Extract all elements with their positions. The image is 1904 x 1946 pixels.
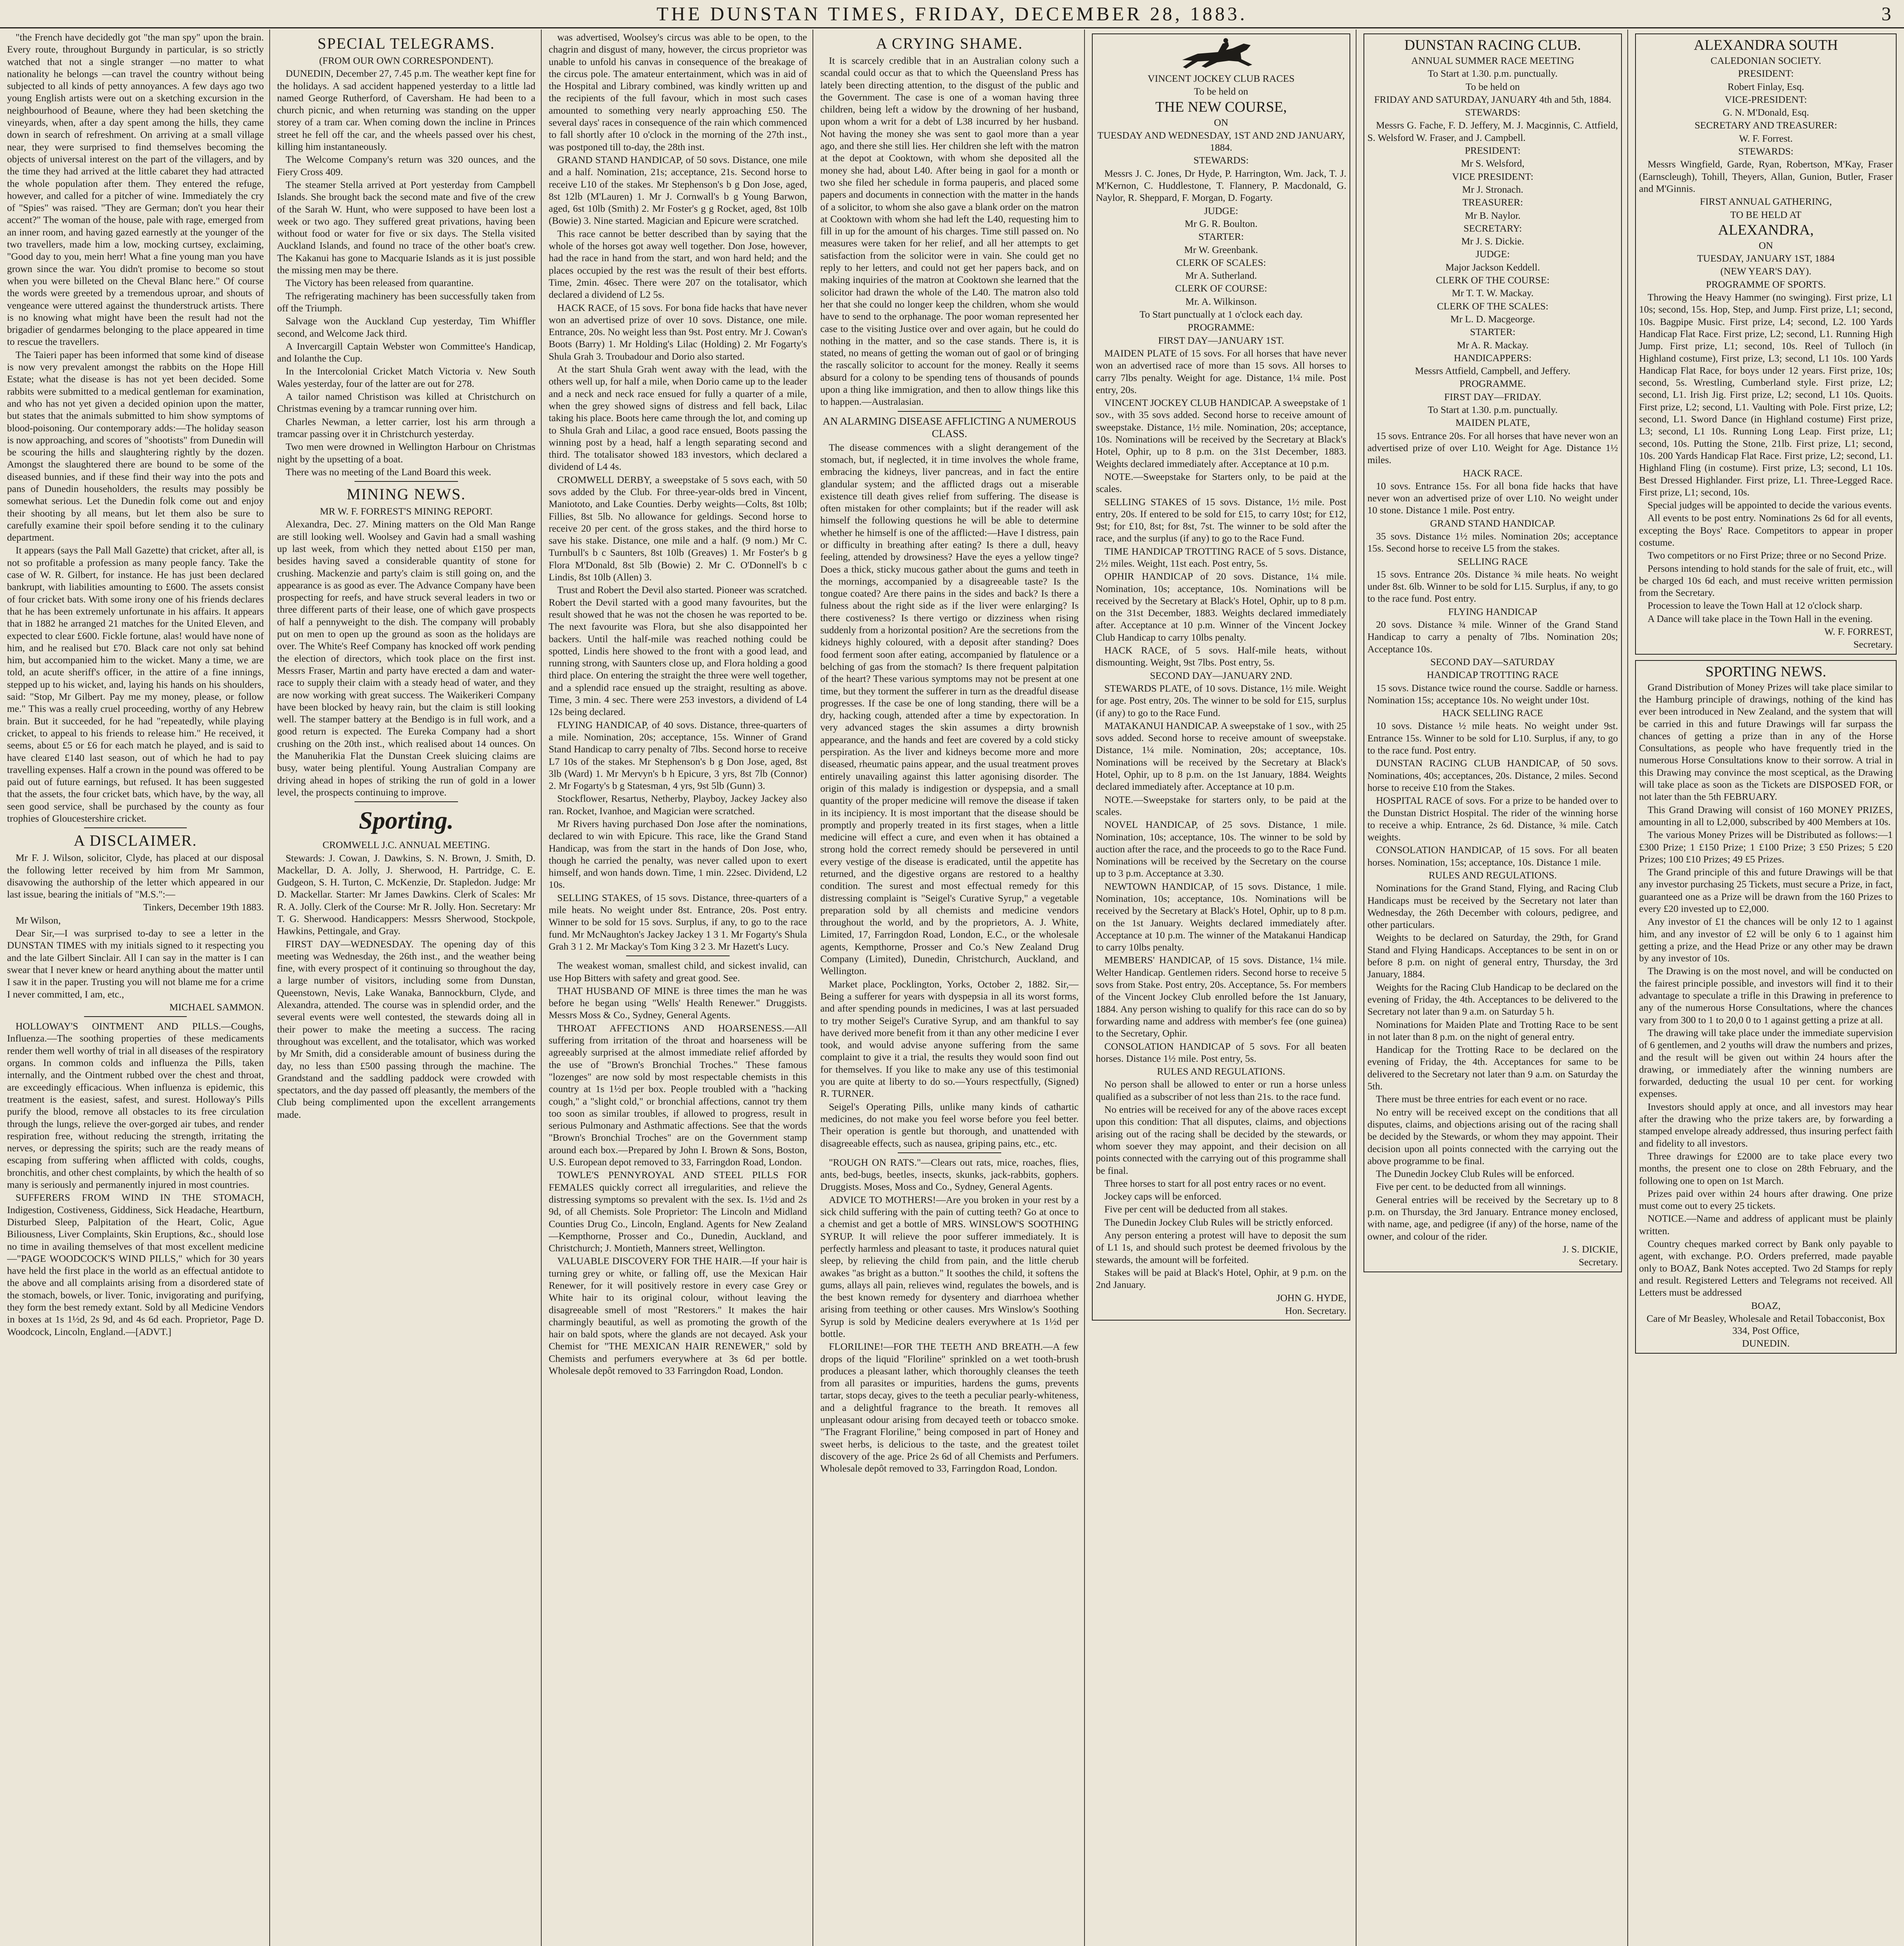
advertisement: The disease commences with a slight derangement of the stomach, but, if neglected, it in time involves the whole frame, embracing the kidneys, liver pancreas, and in fact the entire glandular system; and the afflicted drags out a miserable existence till death gives relief from suffering. The disease is often mistaken for other complaints; but if the reader will ask himself the following questions he will be able to determine whether he himself is one of the afflicted:—Have I distress, pain or difficulty in breathing after eating? Is there a dull, heavy feeling, attended by drowsiness? Have the eyes a yellow tinge? Does a thick, sticky mucous gather about the gums and teeth in the mornings, accompanied by a disagreeable taste? Is the tongue coated? Are there pains in the sides and back? Is there a fulness about the right side as if the liver were enlarging? Is there costiveness? Is there vertigo or dizziness when rising suddenly from a horizontal position? Are the secretions from the kidneys highly coloured, with a deposit after standing? Does food ferment soon after eating, accompanied by flatulence or a belching of gas from the stomach? Is there frequent palpitation of the heart? These various symptoms may not be present at one time, but they torment the sufferer in turn as the dreadful disease progresses. If the case be one of long standing, there will be a dry, hacking cough, attended after a time by expectoration. In very advanced stages the skin assumes a dirty brownish appearance, and the hands and feet are covered by a cold sticky perspiration. As the liver and kidneys become more and more diseased, rheumatic pains appear, and the usual treatment proves entirely unavailing against this latter agonising disorder. The origin of this malady is indigestion or dyspepsia, and a small quantity of the proper medicine will remove the disease if taken in its incipiency. It is most important that the disease should be promptly and properly treated in its first stages, when a little medicine will effect a cure, and even when it has obtained a strong hold the correct remedy should be persevered in until every vestige of the disease is eradicated, until the appetite has returned, and the digestive organs are restored to a healthy condition. The surest and most effectual remedy for this distressing complaint is "Seigel's Curative Syrup," a vegetable preparation sold by all chemists and medicine vendors throughout the world, and by the proprietors, A. J. White, Limited, 17, Farringdon Road, London, E.C., or the wholesale agents, Kempthorne, Prosser and Co.'s New Zealand Drug Company (Limited), Dunedin, Christchurch, Auckland, and Wellington.: [820, 441, 1079, 977]
ad-text: Three drawings for £2000 are to take place every two months, the present one to close on 28th February, and the following one to open on 1st March.: [1639, 1150, 1893, 1186]
divider: [626, 955, 730, 956]
race-result: CROMWELL DERBY, a sweepstake of 5 sovs each, with 50 sovs added by the Club. For three-year-olds bred in Vincent, Maniototo, and Lake Counties. Derby weights—Colts, 8st 10lb; Fillies, 8st 5lb. No allowance for geldings. Second horse to receive 20 per cent. of the gross stakes, and the third horse to save his stake. Distance, one mile and a half. (9 nom.) Mr C. Turnbull's b c Saunters, 8st 10lb (Greaves) 1. Mr Foster's b g Flora M'Donald, 8st 5lb (Bowie) 2. Mr C. O'Donnell's b c Lindis, 8st 10lb (Allen) 3.: [549, 474, 807, 583]
advertisement: VALUABLE DISCOVERY FOR THE HAIR.—If your hair is turning grey or white, or falling off, use the Mexican Hair Renewer, for it will positively restore in every case Grey or White hair to its original colour, without leaving the disagreeable smell of most "Restorers." It makes the hair charmingly beautiful, as well as promoting the growth of the hair on bald spots, where the glands are not decayed. Ask your Chemist for "THE MEXICAN HAIR RENEWER," sold by Chemists and perfumers everywhere at 3s 6d per bottle. Wholesale depôt removed to 33 Farringdon Road, London.: [549, 1255, 807, 1377]
column-4: [820, 31, 1079, 1946]
letter-date: Tinkers, December 19th 1883.: [143, 901, 264, 913]
ad-heading: CLERK OF THE COURSE:: [1435, 274, 1550, 286]
article-paragraph: Trust and Robert the Devil also started. Pioneer was scratched. Robert the Devil started with a good many favourites, but the result showed that he was not the chosen he was reported to be. The next favourite was Flora, but she also disappointed her backers. Until the half-mile was reached nothing could be spotted, Lindis here showed to the front with a good lead, and running strong, with Saunters close up, and Flora holding a good third place. On entering the straight the three were well together, and a splendid race ensued up the straight, resulting as above. Time, 3 min. 4 sec. There were 253 investors, a dividend of L4 12s being declared.: [549, 584, 807, 718]
race-listing: SELLING STAKES of 15 sovs. Distance, 1½ mile. Post entry, 20s. If entered to be sold for £15, to carry 10st; for £12, 9st; for £10, 8st; for 8st, 7st. The winner to be sold after the race, and the surplus (if any) to go to the Race Fund.: [1096, 496, 1346, 544]
race-result: GRAND STAND HANDICAP, of 50 sovs. Distance, one mile and a half. Nomination, 21s; acceptance, 21s. Second horse to receive L10 of the stakes. Mr Stephenson's b g Don Jose, aged, 8st 12lb (M'Lauren) 1. Mr J. Cornwall's b g Young Barwon, aged, 6st 10lb (Smith) 2. Mr Foster's g g Rocket, aged, 8st 10lb (Bowie) 3. Nine started. Magician and Epicure were scratched.: [549, 154, 807, 227]
ad-date: TUESDAY, JANUARY 1ST, 1884: [1697, 253, 1835, 264]
divider: [84, 1016, 187, 1017]
race-result: HACK RACE, of 15 sovs. For bona fide hacks that have never won an advertised prize of over 10 sovs. Distance, one mile. Entrance, 20s. No weight less than 9st. Post entry. Mr J. Cowan's Boots (Barry) 1. Mr Holding's Lilac (Holding) 2. Mr Fogarty's Shula Grah 3. Troubadour and Dorio also started.: [549, 302, 807, 362]
ad-heading: PROGRAMME:: [1188, 321, 1255, 333]
ad-text: Investors should apply at once, and all investors may hear after the drawing who the prize takers are, by forwarding a stamped envelope already addressed, thus insuring perfect faith and fidelity to all investors.: [1639, 1101, 1893, 1149]
ad-text: Mr W. Greenbank.: [1184, 244, 1258, 255]
ad-heading: PRESIDENT:: [1465, 145, 1521, 156]
article-paragraph: The refrigerating machinery has been successfully taken from off the Triumph.: [277, 290, 535, 314]
ad-signature: J. S. DICKIE,: [1562, 1243, 1618, 1255]
advertisement: THAT HUSBAND OF MINE is three times the man he was before he began using "Wells' Health Renewer." Druggists. Messrs Moss & Co., Sydney, General Agents.: [549, 985, 807, 1021]
divider: [898, 411, 1001, 412]
ad-text: Mr J. S. Dickie.: [1461, 235, 1524, 247]
subheading: MR W. F. FORREST'S MINING REPORT.: [319, 506, 493, 517]
ad-text: Mr J. Stronach.: [1462, 183, 1523, 195]
ad-heading: SECOND DAY—SATURDAY: [1430, 656, 1555, 667]
column-1: [7, 31, 264, 1946]
rule-text: Nominations for the Grand Stand, Flying, and Racing Club Handicaps must be received by the Secretary not later than Wednesday, the 26th December with colours, pedigree, and other particulars.: [1367, 882, 1618, 931]
ad-text: Mr A. Sutherland.: [1185, 270, 1257, 281]
article-paragraph: It is scarcely credible that in an Australian colony such a scandal could occur as that to which the Queensland Press has lately been directing attention, to the disgust of the public and the Government. The case is one of a woman having three children, being left a widow by the drowning of her husband, upon whom a writ for a debt of L38 incurred by her husband. Not having the money she was sent to gaol more than a year ago, and there she still lies. Her children she left with the matron at the depot at Cooktown, with whom she deposited all the money she had, about L40. After being in gaol for a month or two she filed her schedule in forma pauperis, and placed some papers and documents in connection with the matter in the hands of a solicitor, to whom she also gave a blank order on the matron at Cooktown with whom she had left the L40, requesting him to fill in up for the amount of his charges. Time still passed on. No measures were taken for her relief, and all her attempts to get satisfaction from the solicitor were in vain. She could get no reply to her letters, and could not get her papers back, and on making inquiries of the matron at Cooktown she learned that the solicitor had drawn the whole of the L40. The matron also told her that she could no longer keep the children, whom she would have to send to the orphanage. The poor woman represented her case to the visiting Justice over and over again, but he could do nothing in the matter, and so the case stands. There is, it is stated, no means of getting the woman out of gaol or of bringing the rascally solicitor to account for the money. Really it seems absurd for a colony to be spending tens of thousands of pounds upon a thing like immigration, and then to allow things like this to happen.—Australasian.: [820, 55, 1079, 407]
race-listing: 15 sovs. Entrance 20s. For all horses that have never won an advertised prize of over L10. Weight for Age. Distance 1½ miles.: [1367, 430, 1618, 466]
ad-signature-title: Hon. Secretary.: [1285, 1305, 1346, 1316]
headline-crying-shame: A CRYING SHAME.: [876, 35, 1023, 52]
article-paragraph: Mr F. J. Wilson, solicitor, Clyde, has placed at our disposal the following letter received by him from Mr Sammon, disavowing the authorship of the letter which appeared in our last issue, bearing the initials of "M.S.":—: [7, 852, 264, 900]
ad-venue: THE NEW COURSE,: [1155, 98, 1287, 115]
ad-note: NOTE.—Sweepstake for Starters only, to be paid at the scales.: [1096, 471, 1346, 495]
ad-text: Messrs J. C. Jones, Dr Hyde, P. Harrington, Wm. Jack, T. J. M'Kernon, C. Huddlestone, T. Flannery, P. Macdonald, G. Naylor, R. Sheppard, F. Morgan, D. Fogarty.: [1096, 167, 1346, 204]
rule-text: Nominations for Maiden Plate and Trotting Race to be sent in not later than 8 p.m. on the night of general entry.: [1367, 1019, 1618, 1042]
race-heading: GRAND STAND HANDICAP.: [1430, 517, 1555, 529]
ad-text: Mr B. Naylor.: [1465, 209, 1521, 221]
ad-heading: STARTER:: [1198, 231, 1244, 242]
rule-text: There must be three entries for each event or no race.: [1376, 1093, 1588, 1105]
dunstan-racing-club-advert: [1364, 33, 1622, 1272]
race-heading: HANDICAP TROTTING RACE: [1427, 669, 1559, 681]
race-listing: 10 sovs. Distance ½ mile heats. No weight under 9st. Entrance 15s. Winner to be sold for L10. Surplus, if any, to go to the race fund. Post entry.: [1367, 720, 1618, 756]
rule-text: Five per cent will be deducted from all stakes.: [1104, 1203, 1288, 1215]
race-listing: CONSOLATION HANDICAP of 5 sovs. For all beaten horses. Distance 1½ mile. Post entry, 5s.: [1096, 1040, 1346, 1064]
ad-signature-title: Secretary.: [1579, 1256, 1618, 1268]
column-6: [1364, 31, 1622, 1946]
race-listing: VINCENT JOCKEY CLUB HANDICAP. A sweepstake of 1 sov., with 35 sovs added. Second horse to receive amount of sweepstake. Distance, 1½ mile. Nomination, 20s; acceptance, 10s. Nominations will be received by the Secretary at Black's Hotel, Ophir, up to 8 p.m. on the 31st December, 1883. Weights declared immediately after. Acceptance at 10 p.m.: [1096, 397, 1346, 469]
column-7: [1635, 31, 1897, 1946]
race-listing: NOVEL HANDICAP, of 25 sovs. Distance, 1 mile. Nomination, 10s; acceptance, 10s. The winner to be sold by auction after the race, and the proceeds to go to the Race Fund. Nominations will be received by the Secretary on the course up to 3 p.m. Acceptance at 3.30.: [1096, 819, 1346, 879]
ad-signature: W. F. FORREST,: [1824, 626, 1893, 638]
ad-subtitle: ANNUAL SUMMER RACE MEETING: [1411, 55, 1574, 66]
ad-heading: RULES AND REGULATIONS.: [1428, 869, 1557, 881]
divider: [354, 481, 458, 482]
rule-text: No entries will be received for any of the above races except upon this condition: That all disputes, claims, and objections arising out of the racing shall be decided by the stewards, or whom soever they may appoint, and their decision on all points connected with the carrying out of this programme shall be final.: [1096, 1104, 1346, 1176]
divider: [84, 827, 187, 828]
testimonial: Market place, Pocklington, Yorks, October 2, 1882. Sir,—Being a sufferer for years with dyspepsia in all its worst forms, and after spending pounds in medicines, I was at last persuaded to try mother Seigel's Curative Syrup, and am thankful to say have derived more benefit from it than any other medicine I ever took, and would advise anyone suffering from the same complaint to give it a trial, the results they would soon find out for themselves. If you like to make any use of this testimonial you are quite at liberty to do so.—Yours respectfully, (Signed) R. TURNER.: [820, 978, 1079, 1099]
race-result: FLYING HANDICAP, of 40 sovs. Distance, three-quarters of a mile. Nomination, 20s; acceptance, 15s. Winner of Grand Stand Handicap to carry penalty of 7lbs. Second horse to receive L7 10s of the stakes. Mr Stephenson's b g Don Jose, aged, 8st 3lb (Ward) 1. Mr Mervyn's b h Epicure, 3 yrs, 8st 7lb (Connor) 2. Mr Fogarty's b g Statesman, 4 yrs, 9st 5lb (Gunn) 3.: [549, 719, 807, 792]
sports-programme: Throwing the Heavy Hammer (no swinging). First prize, L1 10s; second, 15s. Hop, Step, and Jump. First prize, L1; second, 10s. Bagpipe Music. First prize, L4; second, L2. 100 Yards Handicap Flat Race. First prize, L2; second, L1. Running High Jump. First prize, L1; second, 10s. Reel of Tulloch (in Highland costume), First prize, L3; second, L1 10s. 100 Yards Handicap Flat Race, for boys under 12 years. First prize, 10s; second, 5s. Wrestling, Cumberland style. First prize, L2; second, L1. Irish Jig. First prize, L2; second, L1 10s. Quoits. First prize, L2; second, L1. Vaulting with Pole. First prize, L2; second, L1. Sword Dance (in Highland costume) First prize, L3; second, L1 10s. Running Long Leap. First prize, L1; second, 10s. Putting the Stone, 21lb. First prize, L1; second, 10s. 200 Yards Handicap Flat Race. First prize, L2; second, L1. Highland Fling (in costume). First prize, L3; second, L1 10s. Best Dressed Highlander. First prize, L1. Three-Legged Race. First prize, L1; second, 10s.: [1639, 292, 1893, 498]
ad-note: NOTE.—Sweepstake for starters only, to be paid at the scales.: [1096, 794, 1346, 817]
ad-text: Grand Distribution of Money Prizes will take place similar to the Hamburg principle of drawings, nothing of the kind has ever been introduced in New Zealand, and the system that will be carried in this and future Drawings will far surpass the chances of getting a prize than in any of the Horse Consultations, as people who have frequently tried in the numerous Horse Consultations know to their sorrow. A trial in this Drawing may convince the most sceptical, as the Drawing will take place as soon as the Tickets are DISPOSED FOR, or not later than the 5th FEBRUARY.: [1639, 681, 1893, 803]
divider: [354, 801, 458, 802]
ad-note: Procession to leave the Town Hall at 12 o'clock sharp.: [1648, 600, 1862, 611]
column-3: [549, 31, 807, 1946]
race-heading: MAIDEN PLATE,: [1455, 417, 1530, 429]
rule-text: Weights to be declared on Saturday, the 29th, for Grand Stand and Flying Handicaps. Acceptances to be sent in on or before 8 p.m. on night of general entry, Thursday, the 3rd January, 1884.: [1367, 932, 1618, 980]
ad-heading: CLERK OF THE SCALES:: [1437, 300, 1549, 312]
headline-disclaimer: A DISCLAIMER.: [74, 832, 197, 850]
ad-text: Messrs Wingfield, Garde, Ryan, Robertson, M'Kay, Fraser (Earnscleugh), Tohill, Theyers, Allan, Gunion, Butler, Fraser and M'Ginnis.: [1639, 158, 1893, 194]
ad-title: ALEXANDRA SOUTH: [1693, 37, 1838, 53]
ad-address: Care of Mr Beasley, Wholesale and Retail Tobacconist, Box 334, Post Office,: [1646, 1312, 1885, 1337]
ad-text: The Grand principle of this and future Drawings will be that any investor purchasing 25 Tickets, must secure a Prize, in fact, guaranteed one as a Prize will be drawn from the 160 Prizes to every £20 invested up to £2,000.: [1639, 866, 1893, 914]
ad-heading: SECOND DAY—JANUARY 2ND.: [1150, 669, 1292, 681]
ad-heading: STEWARDS:: [1465, 107, 1520, 118]
rule-text: Weights for the Racing Club Handicap to be declared on the evening of Friday, the 4th. Acceptances to be delivered to the Secretary not later than 9 a.m. on Saturday 5 h.: [1367, 981, 1618, 1017]
ad-heading: RULES AND REGULATIONS.: [1157, 1066, 1285, 1077]
ad-heading: FIRST DAY—JANUARY 1ST.: [1158, 334, 1284, 346]
rule-text: Five per cent. to be deducted from all winnings.: [1376, 1181, 1566, 1193]
ad-heading: VICE PRESIDENT:: [1452, 170, 1534, 182]
ad-text: To Start at 1.30. p.m. punctually.: [1428, 68, 1558, 79]
ad-heading: STEWARDS:: [1738, 146, 1793, 157]
ad-heading: TREASURER:: [1462, 197, 1523, 208]
race-listing: HOSPITAL RACE of sovs. For a prize to be handed over to the Dunstan District Hospital. The rider of the winning horse to receive a whip. Entrance, 2s 6d. Distance, ¾ mile. Catch weights.: [1367, 795, 1618, 843]
ad-heading: SECRETARY:: [1463, 222, 1522, 234]
race-listing: OPHIR HANDICAP of 20 sovs. Distance, 1¼ mile. Nomination, 10s; acceptance, 10s. Nominations will be received by the Secretary at Black's Hotel, Ophir, up to 8 p.m. on the 31st December, 1883. Weights declared immediately after. Acceptance at 10 p.m. Winner of the Vincent Jockey Club Handicap to carry 10lbs penalty.: [1096, 571, 1346, 643]
advertisement: SUFFERERS FROM WIND IN THE STOMACH, Indigestion, Costiveness, Giddiness, Sick Headache, Heartburn, Disturbed Sleep, Palpitation of the Heart, Colic, Ague Biliousness, Liver Complaints, Skin Eruptions, &c., should lose no time in availing themselves of that most excellent medicine—"PAGE WOODCOCK'S WIND PILLS," which for 30 years have held the first place in the world as an effectual antidote to the above and all complaints arising from a disordered state of the stomach, bowels, or liver. Tonic, invigorating and purifying, they form the best remedy extant. Sold by all Medicine Vendors in boxes at 1s 1½d, 2s 9d, and 4s 6d each. Proprietor, Page D. Woodcock, Lincoln, England.—[ADVT.]: [7, 1192, 264, 1337]
column-rule: [541, 30, 542, 1946]
ad-address: DUNEDIN.: [1742, 1338, 1790, 1349]
ad-text: Prizes paid over within 24 hours after drawing. One prize must come out to every 25 tickets.: [1639, 1187, 1893, 1212]
ad-text: TO BE HELD AT: [1730, 209, 1802, 220]
ad-note: Persons intending to hold stands for the sale of fruit, etc., will be charged 10s 6d each, and must receive written permission from the Secretary.: [1639, 562, 1893, 599]
masthead: [0, 0, 1904, 28]
race-result: SELLING STAKES, of 15 sovs. Distance, three-quarters of a mile heats. No weight under 8st. Entrance, 20s. Post entry. Winner to be sold for 15 sovs. Surplus, if any, to go to the race fund. Mr McNaughton's Jackey Jackey 1 3 1. Mr Fogarty's Shula Grah 3 1 2. Mr Mackay's Tom King 3 2 3. Mr Hazett's Lucy.: [549, 892, 807, 952]
article-paragraph: The Welcome Company's return was 320 ounces, and the Fiery Cross 409.: [277, 154, 535, 177]
ad-heading: PROGRAMME OF SPORTS.: [1706, 278, 1826, 290]
article-paragraph: The Victory has been released from quarantine.: [286, 277, 474, 289]
ad-text: Mr T. T. W. Mackay.: [1451, 287, 1534, 299]
rule-text: Any person entering a protest will have to deposit the sum of L1 1s, and should such protest be deemed frivolous by the stewards, the amount will be forfeited.: [1096, 1229, 1346, 1265]
ad-heading: STEWARDS:: [1193, 155, 1249, 166]
ad-heading: FIRST DAY—FRIDAY.: [1444, 391, 1541, 402]
ad-heading: PRESIDENT:: [1738, 68, 1794, 79]
ad-date: FRIDAY AND SATURDAY, JANUARY 4th and 5th, 1884.: [1374, 93, 1611, 105]
race-heading: SELLING RACE: [1457, 555, 1528, 567]
sporting-heading: Sporting.: [359, 806, 454, 834]
headline-mining-news: MINING NEWS.: [346, 485, 466, 503]
ad-note: Two competitors or no First Prize; three or no Second Prize.: [1648, 550, 1886, 561]
ad-text: W. F. Forrest.: [1739, 132, 1793, 144]
article-paragraph: Alexandra, Dec. 27. Mining matters on the Old Man Range are still looking well. Woolsey and Gavin had a small washing up last week, from which they netted about £150 per man, besides having saved a considerable quantity of stone for crushing. Mackenzie and party's claim is still going on, and the appearance is as good as ever. The Advance Company have been prospecting for reefs, and have struck several leaders in two or three different parts of their lease, one of which gave prospects of half a pennyweight to the dish. The company will probably put on men to open up the ground as soon as the holidays are over. The White's Reef Company has knocked off work pending the election of directors, which took place on the first inst. Messrs Fraser, Martin and party have erected a dam and water-race to supply their claim with a steady head of water, and they are now working with great success. The Waikerikeri Company have been blocked by heavy rain, but the claim is still looking well. The stamper battery at the Bendigo is in full work, and a good return is expected. The Eureka Company had a short crushing on the 20th inst., which realised about 14 ounces. On the Manuherikia Flat the Dunstan Creek sluicing claims are busy, water being plentiful. Young Australian Company are driving ahead in hopes of striking the run of gold in a lower level, the prospects continuing to improve.: [277, 518, 535, 798]
ad-title: VINCENT JOCKEY CLUB RACES: [1148, 73, 1295, 84]
headline-special-telegrams: SPECIAL TELEGRAMS.: [317, 35, 495, 52]
ad-text: The Drawing is on the most novel, and will be conducted on the fairest principle possible, and investors will find it to their advantage to speculate a trifle in this Drawing in preference to any of the numerous Horse Consultations, where the chances vary from 300 to 1 to 20,0 0 to 1 against getting a prize at all.: [1639, 965, 1893, 1026]
ad-text: (NEW YEAR'S DAY).: [1720, 265, 1811, 277]
ad-text: Mr A. R. Mackay.: [1457, 339, 1528, 351]
ad-title: SPORTING NEWS.: [1705, 663, 1827, 680]
column-5: [1092, 31, 1350, 1946]
headline-alarming-disease: AN ALARMING DISEASE AFFLICTING A NUMEROUS CLASS.: [823, 415, 1076, 439]
race-listing: 10 sovs. Entrance 15s. For all bona fide hacks that have never won an advertised prize of over L10. No weight under 10 stone. Distance 1 mile. Post entry.: [1367, 480, 1618, 516]
article-paragraph: A tailor named Christison was killed at Christchurch on Christmas evening by a tramcar running over him.: [277, 391, 535, 414]
ad-text: To Start at 1.30. p.m. punctually.: [1428, 404, 1558, 416]
ad-text: G. N. M'Donald, Esq.: [1722, 107, 1809, 118]
ad-note: A Dance will take place in the Town Hall in the evening.: [1648, 613, 1873, 624]
column-rule: [812, 30, 813, 1946]
race-listing: 15 sovs. Entrance 20s. Distance ¾ mile heats. No weight under 8st. 6lb. Winner to be sold for L15. Surplus, if any, to go to the race fund. Post entry.: [1367, 568, 1618, 604]
article-paragraph: At the start Shula Grah went away with the lead, with the others well up, for half a mile, when Dorio came up to the leader and a neck and neck race ensued for fully a quarter of a mile, when the grey showed signs of distress and fell back, Lilac taking his place. Boots here came through the lot, and coming up to Shula Grah and Lilac, a good race ensued, Boots passing the winning post by a head, half a length separating second and third. The totalisator showed 183 investors, which declared a dividend of L4 4s.: [549, 364, 807, 472]
race-listing: CONSOLATION HANDICAP, of 15 sovs. For all beaten horses. Nomination, 15s; acceptance, 10s. Distance 1 mile.: [1367, 844, 1618, 868]
vincent-jockey-club-advert: [1092, 33, 1350, 1321]
article-paragraph: Stewards: J. Cowan, J. Dawkins, S. N. Brown, J. Smith, D. Mackellar, D. A. Jolly, J. Sherwood, H. Partridge, C. E. Gudgeon, S. H. Turton, C. McKenzie, Dr. Stapledon. Judge: Mr D. Mackellar. Starter: Mr James Dawkins. Clerk of Scales: Mr R. A. Jolly. Clerk of the Course: Mr R. Jolly. Hon. Secretary: Mr T. G. Sherwood. Handicappers: Messrs Sherwood, Stockpole, Hawkins, Pettingale, and Gray.: [277, 852, 535, 937]
race-listing: 20 sovs. Distance ¾ mile. Winner of the Grand Stand Handicap to carry a penalty of 7lbs. Nomination 20s; Acceptance 10s.: [1367, 619, 1618, 655]
ad-text: Major Jackson Keddell.: [1445, 261, 1540, 273]
ad-text: Robert Finlay, Esq.: [1727, 81, 1804, 92]
ad-text: This Grand Drawing will consist of 160 MONEY PRIZES, amounting in all to L2,000, subscribed by 400 Members at 10s.: [1639, 804, 1893, 827]
advertisement: Seigel's Operating Pills, unlike many kinds of cathartic medicines, do not make you feel worse before you feel better. Their operation is gentle but thorough, and unattended with disagreeable effects, such as nausea, griping pains, etc., etc.: [820, 1101, 1079, 1149]
subheading: CROMWELL J.C. ANNUAL MEETING.: [322, 839, 490, 851]
article-paragraph: "the French have decidedly got "the man spy" upon the brain. Every route, throughout Burgundy in particular, is so strictly watched that not a single stranger —no matter to what nationality he belongs —can travel the country without being subjected to all kinds of petty annoyances. A few days ago two young English artists were out on a sketching excursion in the neighbourhood of Beaune, where they had been sketching the vineyards, when, after a day spent among the hills, they came down in search of refreshment. On arriving at a small village near, they were surprised to find themselves becoming the objects of universal interest on the part of the villagers, and by the time they had arrived at the little cabaret they had attracted the whole population after them. They entered the refuge, however, and called for a pitcher of wine. Immediately the cry of "Spies" was raised. "They are German; don't you hear their accent?" The woman of the house, pale with rage, emerged from an inner room, and having gazed earnestly at the younger of the two travellers, made him a low, mocking curtsey, exclaiming, "Good day to you, mein herr! What a fine young man you have grown since the war. You didn't promise to become so stout when you were billeted on the Cheval Blanc here." Of course the words were greeted by a tremendous uproar, and shouts of vengeance were uttered against the thunderstruck artists. There is no knowing what might have been the result had not the brigadier of gendarmes belonging to the place appeared in time to rescue the travellers.: [7, 32, 264, 348]
ad-title: DUNSTAN RACING CLUB.: [1404, 37, 1581, 53]
column-rule: [1084, 30, 1085, 1946]
ad-heading: JUDGE:: [1476, 248, 1510, 260]
article-paragraph: FIRST DAY—WEDNESDAY. The opening day of this meeting was Wednesday, the 26th inst., and the weather being fine, with every prospect of it continuing so throughout the day, a large number of visitors, including some from Dunstan, Queenstown, Nevis, Lake Wanaka, Bannockburn, Clyde, and Alexandra, attended. The course was in splendid order, and the several events were well contested, the stewards doing all in their power to make the meeting a success. The racing throughout was excellent, and the totalisator, which was worked by Mr Smith, did a considerable amount of business during the day, no less than £500 passing through the machine. The Grandstand and the saddling paddock were crowded with spectators, and the day passed off pleasantly, the members of the Club being complimented upon the excellent arrangements made.: [277, 938, 535, 1120]
ad-heading: JUDGE:: [1204, 205, 1238, 216]
article-paragraph: DUNEDIN, December 27, 7.45 p.m. The weather kept fine for the holidays. A sad accident happened yesterday to a little lad named George Rutherford, of Caversham. He had been to a church picnic, and when returning was standing on the upper storey of a tram car. When coming down the incline in Princes street he fell off the car, and the wheels passed over his chest, killing him instantaneously.: [277, 68, 535, 153]
ad-text: ON: [1758, 239, 1773, 251]
rule-text: General entries will be received by the Secretary up to 8 p.m. on Thursday, the 3rd January. Entrance money enclosed, with name, age, and pedigree (if any) of the horse, name of the owner, and colour of the rider.: [1367, 1194, 1618, 1242]
advertisement: The weakest woman, smallest child, and sickest invalid, can use Hop Bitters with safety and great good. See.: [549, 960, 807, 984]
ad-signature: BOAZ,: [1751, 1300, 1781, 1311]
ad-text: Messrs G. Fache, F. D. Jeffery, M. J. Macginnis, C. Attfield, S. Welsford W. Fraser, and J. Campbell.: [1367, 119, 1618, 143]
article-paragraph: There was no meeting of the Land Board this week.: [286, 466, 491, 478]
ad-text: The various Money Prizes will be Distributed as follows:—1 £300 Prize; 1 £150 Prize; 1 £100 Prize; 3 £50 Prizes; 5 £20 Prizes; 100 £10 Prizes; 49 £5 Prizes.: [1639, 829, 1893, 865]
column-2: [277, 31, 535, 1946]
ad-text: Mr S. Welsford,: [1461, 158, 1525, 169]
article-paragraph: In the Intercolonial Cricket Match Victoria v. New South Wales yesterday, four of the latter are out for 278.: [277, 365, 535, 389]
article-paragraph: was advertised, Woolsey's circus was able to be open, to the chagrin and disgust of many, however, the circus proprietor was unable to unfold his canvas in consequence of the breakage of the circus pole. The amateur entertainment, which was in aid of the Hospital and Library combined, was kindly written up and the recipients of the full favour, which in most such cases amounted to something very nearly approaching £50. The several days' races in consequence of the rain which commenced to fall shortly after 10 o'clock in the morning of the 27th inst., was postponed till to-day, the 28th inst.: [549, 32, 807, 153]
advertisement: "ROUGH ON RATS."—Clears out rats, mice, roaches, flies, ants, bed-bugs, beetles, insects, skunks, jack-rabbits, gophers. Druggists. Moses, Moss and Co., Sydney, General Agents.: [820, 1156, 1079, 1193]
ad-text: The drawing will take place under the immediate supervision of 6 gentlemen, and 2 youths will draw the numbers and prizes, and the result will be given out within 24 hours after the drawing, or immediately after the winning numbers are forwarded, deducting the usual 10 per cent. for working expenses.: [1639, 1027, 1893, 1099]
advertisement: FLORILINE!—FOR THE TEETH AND BREATH.—A few drops of the liquid "Floriline" sprinkled on a wet tooth-brush produces a pleasant lather, which thoroughly cleanses the teeth from all parasites or impurities, hardens the gums, prevents tartar, stops decay, gives to the teeth a peculiar pearly-whiteness, and a delightful fragrance to the breath. It removes all unpleasant odour arising from decayed teeth or tobacco smoke. "The Fragrant Floriline," being composed in part of Honey and sweet herbs, is delicious to the taste, and the greatest toilet discovery of the age. Price 2s 6d of all Chemists and Perfumers. Wholesale depôt removed to 33, Farringdon Road, London.: [820, 1341, 1079, 1474]
ad-text: Mr. A. Wilkinson.: [1185, 295, 1257, 307]
ad-subtitle: CALEDONIAN SOCIETY.: [1710, 55, 1822, 66]
race-listing: TIME HANDICAP TROTTING RACE of 5 sovs. Distance, 2½ miles. Weight, 11st each. Post entry, 5s.: [1096, 545, 1346, 569]
race-heading: HACK RACE.: [1463, 467, 1523, 479]
race-listing: MAIDEN PLATE of 15 sovs. For all horses that have never won an advertised race of more than 15 sovs. All horses to carry 7lbs penalty. Weight for age. Distance, 1¼ mile. Post entry, 20s.: [1096, 347, 1346, 395]
race-listing: MATAKANUI HANDICAP. A sweepstake of 1 sov., with 25 sovs added. Second horse to receive amount of sweepstake. Distance, 1¼ mile. Nomination, 20s; acceptance, 10s. Nominations will be received by the Secretary at Black's Hotel, Ophir, up to 8 p.m. on the 1st January, 1884. Weights declared immediately after. Acceptance at 10 p.m.: [1096, 720, 1346, 792]
ad-note: All events to be post entry. Nominations 2s 6d for all events, excepting the Boys' Race. Competitors to appear in proper costume.: [1639, 512, 1893, 548]
racehorse-icon: [1174, 37, 1268, 72]
caledonian-society-advert: [1635, 33, 1897, 655]
ad-signature-title: Secretary.: [1853, 639, 1893, 650]
race-heading: FLYING HANDICAP: [1448, 606, 1537, 617]
rule-text: No entry will be received except on the conditions that all disputes, claims, and objections arising out of the racing shall be decided by the Stewards, or whom they may appoint. Their decision upon all points connected with the carrying out the above programme to be final.: [1367, 1106, 1618, 1166]
ad-text: To Start punctually at 1 o'clock each day.: [1139, 309, 1303, 320]
ad-text: Any investor of £1 the chances will be only 12 to 1 against him, and any investor of £2 will be only 6 to 1 against him getting a prize, and the Head Prize or any other may be drawn by any investor of 10s.: [1639, 916, 1893, 964]
race-heading: HACK SELLING RACE: [1442, 707, 1543, 719]
ad-heading: SECRETARY AND TREASURER:: [1694, 119, 1837, 131]
advertisement: HOLLOWAY'S OINTMENT AND PILLS.—Coughs, Influenza.—The soothing properties of these medicaments render them well worthy of trial in all diseases of the respiratory organs. In common colds and influenza the Pills, taken internally, and the Ointment rubbed over the chest and throat, are exceedingly efficacious. When influenza is epidemic, this treatment is the easiest, safest, and surest. Holloway's Pills purify the blood, remove all obstacles to its free circulation through the lungs, relieve the over-gorged air tubes, and render respiration free, without reducing the strength, irritating the nerves, or depressing the spirits; such are the ready means of escaping from suffering when afflicted with colds, coughs, bronchitis, and other chest complaints, by which the health of so many is seriously and permanently injured in most countries.: [7, 1020, 264, 1191]
ad-heading: HANDICAPPERS:: [1454, 352, 1532, 364]
race-listing: NEWTOWN HANDICAP, of 15 sovs. Distance, 1 mile. Nomination, 10s; acceptance, 10s. Nominations will be received by the Secretary at Black's Hotel, Ophir, up to 8 p.m. on the 1st January. Weights declared immediately after. Acceptance at 10 p.m. The winner of the Matakanui Handicap to carry 10lbs penalty.: [1096, 880, 1346, 953]
letter-salutation: Mr Wilson,: [16, 914, 61, 926]
article-paragraph: Two men were drowned in Wellington Harbour on Christmas night by the upsetting of a boat.: [277, 441, 535, 465]
divider: [898, 1152, 1001, 1153]
letter-signature: MICHAEL SAMMON.: [169, 1001, 264, 1013]
race-listing: HACK RACE, of 5 sovs. Half-mile heats, without dismounting. Weight, 9st 7lbs. Post entry, 5s.: [1096, 645, 1346, 668]
race-listing: STEWARDS PLATE, of 10 sovs. Distance, 1½ mile. Weight for age. Post entry, 20s. The winner to be sold for £15, surplus (if any) to go to the Race Fund.: [1096, 682, 1346, 718]
article-paragraph: The Taieri paper has been informed that some kind of disease is now very prevalent amongst the rabbits on the Hope Hill Estate; what the disease is has not yet been decided. Some rabbits were submitted to a medical gentleman for examination, and who has not yet given a decided opinion upon the matter, but states that the animals submitted to him show symptoms of blood-poisoning. Our contemporary adds:—The holiday season is now approaching, and scores of "shootists" from Dunedin will be scouring the hills and slaughtering rightly by the dozen. Amongst the slaughtered there are bound to be some of the diseased bunnies, and if these find their way into the pots and pans of Dunedin householders, the results may possibly be somewhat serious. Let the Dunedin folk come out and enjoy their shooting by all means, but let them also be sure to carefully examine their spoil before sending it to the culinary department.: [7, 349, 264, 543]
advertisement: TOWLE'S PENNYROYAL AND STEEL PILLS FOR FEMALES quickly correct all irregularities, and relieve the distressing symptoms so prevalent with the sex. Is. 1½d and 2s 9d, of all Chemists. Sole Proprietor: The Lincoln and Midland Counties Drug Co., Lincoln, England. Agents for New Zealand—Kempthorne, Prosser and Co., Dunedin, Auckland, and Christchurch; J. Montieth, Manners street, Wellington.: [549, 1169, 807, 1254]
page-number: 3: [1881, 3, 1893, 25]
ad-text: Mr L. D. Macgeorge.: [1450, 313, 1535, 325]
sporting-news-advert: [1635, 660, 1897, 1354]
rule-text: The Dunedin Jockey Club Rules will be enforced.: [1376, 1168, 1574, 1180]
rule-text: No person shall be allowed to enter or run a horse unless qualified as a subscriber of not less than 21s. to the race fund.: [1096, 1078, 1346, 1102]
race-listing: 35 sovs. Distance 1½ miles. Nomination 20s; acceptance 15s. Second horse to receive L5 from the stakes.: [1367, 530, 1618, 554]
advertisement: ADVICE TO MOTHERS!—Are you broken in your rest by a sick child suffering with the pain of cutting teeth? Go at once to a chemist and get a bottle of MRS. WINSLOW'S SOOTHING SYRUP. It will relieve the poor sufferer immediately. It is perfectly harmless and pleasant to taste, it produces natural quiet sleep, by relieving the child from pain, and the little cherub awakes "as bright as a button." It soothes the child, it softens the gums, allays all pain, relieves wind, regulates the bowels, and is the best known remedy for dysentery and diarrhoea whether arising from teething or other causes. Mrs Winslow's Soothing Syrup is sold by Medicine dealers everywhere at 1s 1½d per bottle.: [820, 1194, 1079, 1339]
column-rule: [269, 30, 270, 1946]
rule-text: Three horses to start for all post entry races or no event.: [1104, 1177, 1326, 1189]
ad-signature: JOHN G. HYDE,: [1276, 1292, 1346, 1303]
ad-text: ON: [1214, 116, 1228, 128]
ad-note: Special judges will be appointed to decide the various events.: [1648, 499, 1892, 511]
ad-text: NOTICE.—Name and address of applicant must be plainly written.: [1639, 1213, 1893, 1236]
race-listing: MEMBERS' HANDICAP, of 15 sovs. Distance, 1¼ mile. Welter Handicap. Gentlemen riders. Second horse to receive 5 sovs from Stake. Post entry, 20s. Acceptance, 5s. For members of the Vincent Jockey Club enrolled before the 1st January, 1884. Any person wishing to qualify for this race can do so by forwarding name and address with member's fee (one guinea) to the Secretary, Ophir.: [1096, 954, 1346, 1039]
race-listing: DUNSTAN RACING CLUB HANDICAP, of 50 sovs. Nominations, 40s; acceptances, 20s. Distance, 2 miles. Second horse to receive £10 from the Stakes.: [1367, 757, 1618, 793]
article-paragraph: This race cannot be better described than by saying that the whole of the horses got away well together. Don Jose, however, had the race in hand from the start, and won hard held; and the places occupied by the rest was the result of their best efforts. Time, 2min. 46sec. There were 207 on the totalisator, which declared a dividend of L2 5s.: [549, 228, 807, 300]
article-paragraph: A Invercargill Captain Webster won Committee's Handicap, and Iolanthe the Cup.: [277, 340, 535, 364]
rule-text: Handicap for the Trotting Race to be declared on the evening of Friday, the 4th. Acceptances for same to be delivered to the Secretary not later than 9 a.m. on Saturday the 5th.: [1367, 1044, 1618, 1092]
ad-date: TUESDAY AND WEDNESDAY, 1ST AND 2ND JANUARY, 1884.: [1097, 129, 1345, 153]
rule-text: Jockey caps will be enforced.: [1104, 1191, 1221, 1202]
subheading: (FROM OUR OWN CORRESPONDENT).: [319, 55, 493, 66]
ad-text: To be held on: [1194, 86, 1248, 97]
rule-text: The Dunedin Jockey Club Rules will be strictly enforced.: [1104, 1216, 1333, 1228]
ad-text: To be held on: [1465, 81, 1520, 92]
ad-heading: STARTER:: [1470, 326, 1516, 338]
ad-text: Mr G. R. Boulton.: [1185, 218, 1258, 229]
ad-heading: CLERK OF SCALES:: [1176, 256, 1266, 268]
masthead-title: THE DUNSTAN TIMES, FRIDAY, DECEMBER 28, 1883.: [656, 3, 1248, 25]
column-rule: [1627, 30, 1628, 1946]
article-paragraph: Stockflower, Resartus, Netherby, Playboy, Jackey Jackey also ran. Rocket, Ivanhoe, and Magician were scratched.: [549, 793, 807, 817]
ad-heading: FIRST ANNUAL GATHERING,: [1700, 196, 1832, 207]
article-paragraph: Charles Newman, a letter carrier, lost his arm through a tramcar passing over it in Christchurch yesterday.: [277, 416, 535, 439]
letter-body: Dear Sir,—I was surprised to-day to see a letter in the DUNSTAN TIMES with my initials signed to it respecting you and the late Gilbert Sinclair. All I can say in the matter is I can swear that I never knew or heard anything about the matter until I saw it in the paper. Trusting you will not blame me for a crime I never committed, I am, etc.,: [7, 927, 264, 1000]
article-paragraph: Mr Rivers having purchased Don Jose after the nominations, declared to win with Epicure. This race, like the Grand Stand Handicap, was from the start in the hands of Don Jose, who, though he carried the penalty, was never called upon to exert himself, and won hands down. Time, 1 min. 22sec. Dividend, L2 10s.: [549, 818, 807, 890]
article-paragraph: The steamer Stella arrived at Port yesterday from Campbell Islands. She brought back the second mate and five of the crew of the Sarah W. Hunt, who were supposed to have been lost a week or two ago. They suffered great privations, having been without food or water for five or six days. The Stella visited Auckland Islands, and found no trace of the other boat's crew. The Kakanui has gone to Macquarie Islands as it is just possible the missing men may be there.: [277, 179, 535, 276]
advertisement: THROAT AFFECTIONS AND HOARSENESS.—All suffering from irritation of the throat and hoarseness will be agreeably surprised at the almost immediate relief afforded by the use of "Brown's Bronchial Troches." These famous "lozenges" are now sold by most respectable chemists in this country at 1s 1½d per box. People troubled with a "hacking cough," a "slight cold," or bronchial affections, cannot try them too soon as similar troubles, if allowed to progress, result in serious Pulmonary and Asthmatic affections. See that the words "Brown's Bronchial Troches" are on the Government stamp around each box.—Prepared by John I. Brown & Sons, Boston, U.S. European depot removed to 33, Farringdon Road, London.: [549, 1022, 807, 1168]
ad-heading: VICE-PRESIDENT:: [1725, 93, 1807, 105]
ad-heading: CLERK OF COURSE:: [1175, 283, 1267, 294]
article-paragraph: Salvage won the Auckland Cup yesterday, Tim Whiffler second, and Welcome Jack third.: [277, 315, 535, 339]
rule-text: Stakes will be paid at Black's Hotel, Ophir, at 9 p.m. on the 2nd January.: [1096, 1266, 1346, 1291]
ad-text: Messrs Attfield, Campbell, and Jeffery.: [1415, 365, 1571, 377]
ad-heading: PROGRAMME.: [1459, 378, 1526, 390]
race-listing: 15 sovs. Distance twice round the course. Saddle or harness. Nomination 15s; acceptance 10s. No weight under 10st.: [1367, 682, 1618, 706]
article-paragraph: It appears (says the Pall Mall Gazette) that cricket, after all, is not so profitable a profession as many people fancy. Take the case of W. R. Gilbert, for instance. He has just been declared bankrupt, with liabilities amounting to £600. The assets consist of four cricket bats. With some irony one of his friends declares that he has been extremely unfortunate in his affairs. It appears that in 1882 he arranged 21 matches for the United Eleven, and expected to clear £600. Fickle fortune, alas! would have none of him, and he realised but £70. Black care not only sat behind him, but accompanied him to the wicket. Many a time, we are told, an acute sheriff's officer, in the attire of a fine innings, stepped up to his wicket, and, laying his hands on his shoulders, said: "Stop, Mr Gilbert. Pay me my money, please, or follow me." This was a really cruel proceeding, worthy of any Hebrew brain. But it succeeded, for he had "repeatedly, while playing cricket, to appeal to his friends to release him." He received, it seems, about £5 or £6 for each match he played, and is said to have cleared £140 last season, out of which he had to pay travelling expenses. Half a crown in the pound was offered to be paid out of future earnings, but refused. It has been suggested that the assets, the four cricket bats, which have, by the way, all seen good service, shall be purchased by the county as four trophies of Gloucestershire cricket.: [7, 544, 264, 824]
ad-text: Country cheques marked correct by Bank only payable to agent, with exchange. P.O. Orders preferred, made payable only to BOAZ, Bank Notes accepted. Two 2d Stamps for reply and result. Registered Letters and Telegrams not received. All Letters must be addressed: [1639, 1238, 1893, 1298]
ad-venue: ALEXANDRA,: [1718, 221, 1814, 238]
